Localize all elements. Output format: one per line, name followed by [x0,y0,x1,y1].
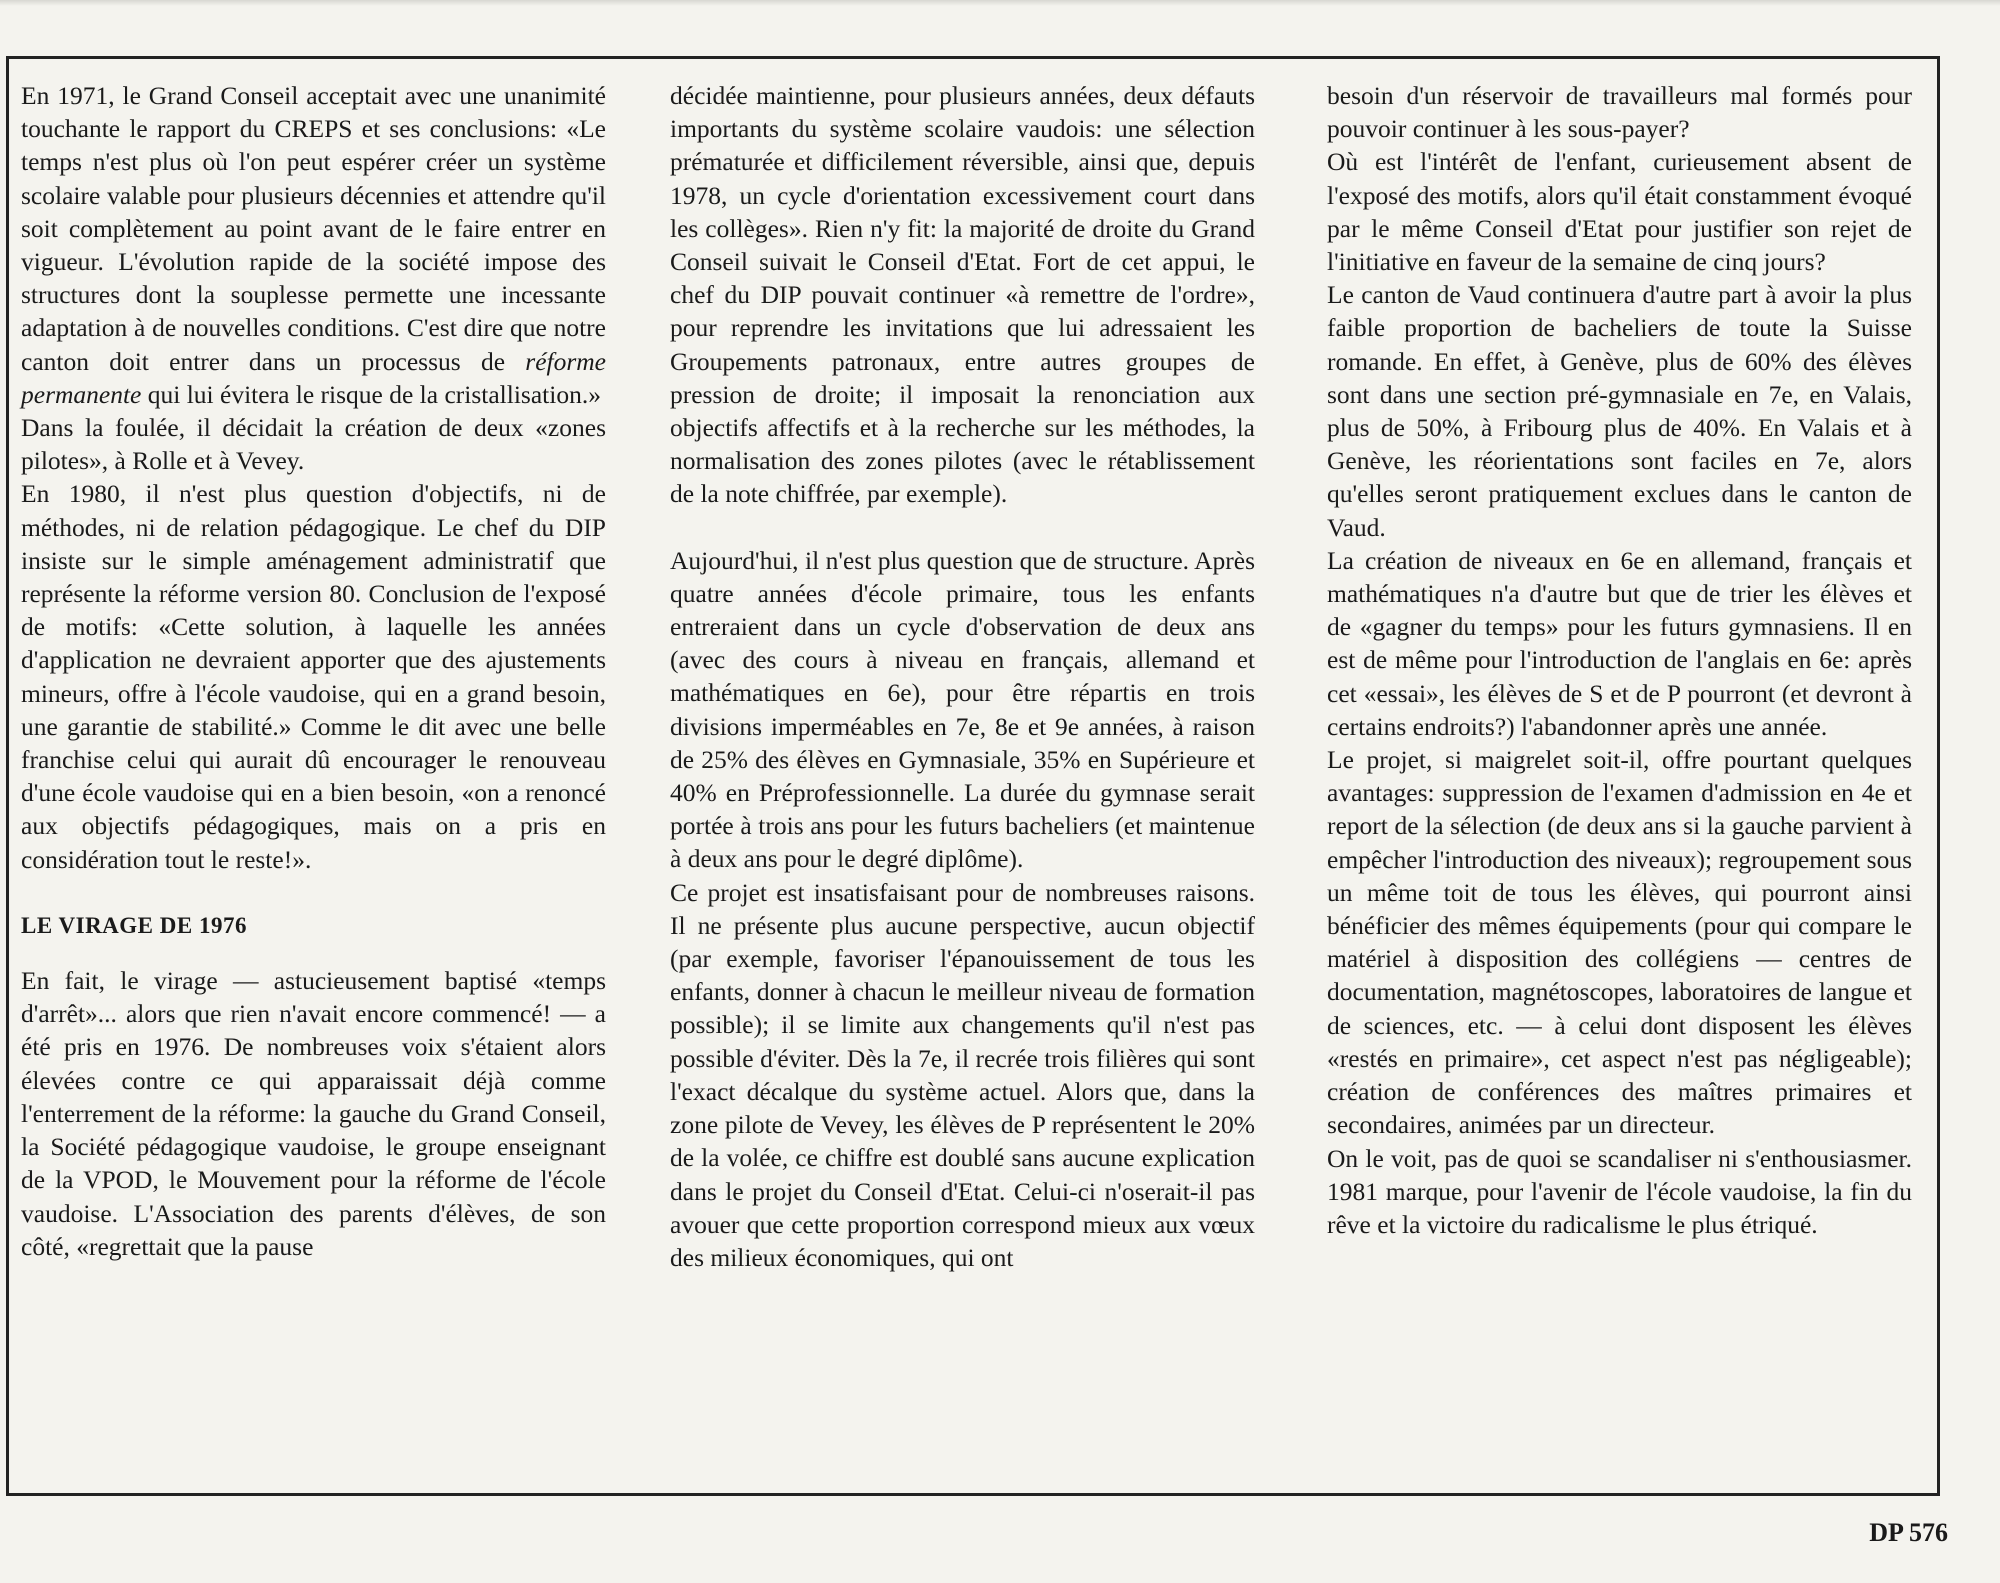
text-run: qui lui évitera le risque de la cristallisation.» [141,379,601,409]
paragraph: Dans la foulée, il décidait la création de deux «zones pilotes», à Rolle et à Vevey. [21,413,606,476]
paragraph: Où est l'intérêt de l'enfant, curieusement absent de l'exposé des motifs, alors qu'il était constamment évoqué par le même Conseil d'Etat pour justifier son rejet de l'initiative en faveur de la semaine de cinq jours? [1327,147,1912,277]
paragraph: Aujourd'hui, il n'est plus question que de structure. Après quatre années d'école primaire, tous les enfants entreraient dans un cycle d'observation de deux ans (avec des cours à niveau en français, allemand et mathématiques en 6e), pour être répartis en trois divisions imperméables en 7e, 8e et 9e années, à raison de 25% des élèves en Gymnasiale, 35% en Supérieure et 40% en Préprofessionnelle. La durée du gymnase serait portée à trois ans pour les futurs bacheliers (et maintenue à deux ans pour le degré diplôme). [670,545,1255,874]
paragraph: En fait, le virage — astucieusement baptisé «temps d'arrêt»... alors que rien n'avait encore commencé! — a été pris en 1976. De nombreuses voix s'étaient alors élevées contre ce qui apparaissait déjà comme l'enterrement de la réforme: la gauche du Grand Conseil, la Société pédagogique vaudoise, le groupe enseignant de la VPOD, le Mouvement pour la réforme de l'école vaudoise. L'Association des parents d'élèves, de son côté, «regrettait que la pause [21,966,606,1261]
paragraph: On le voit, pas de quoi se scandaliser ni s'enthousiasmer. 1981 marque, pour l'avenir de l'école vaudoise, la fin du rêve et la victoire du radicalisme le plus étriqué. [1327,1143,1912,1239]
top-edge [0,0,2000,6]
page-number: DP 576 [1869,1518,1948,1547]
paragraph: Ce projet est insatisfaisant pour de nombreuses raisons. Il ne présente plus aucune perspective, aucun objectif (par exemple, favoriser l'épanouissement de tous les enfants, donner à chacun le meilleur niveau de formation possible); il se limite aux changements qu'il n'est pas possible d'éviter. Dès la 7e, il recrée trois filières qui sont l'exact décalque du système actuel. Alors que, dans la zone pilote de Vevey, les élèves de P représentent le 20% de la volée, ce chiffre est doublé sans aucune explication dans le projet du Conseil d'Etat. Celui-ci n'oserait-il pas avouer que cette proportion correspond mieux aux vœux des milieux économiques, qui ont [670,877,1255,1272]
paragraph: La création de niveaux en 6e en allemand, français et mathématiques n'a d'autre but que de trier les élèves et de «gagner du temps» pour les futurs gymnasiens. Il en est de même pour l'introduction de l'anglais en 6e: après cet «essai», les élèves de S et de P pourront (et devront à certains endroits?) l'abandonner après une année. [1327,545,1912,741]
paragraph: Le projet, si maigrelet soit-il, offre pourtant quelques avantages: suppression de l'examen d'admission en 4e et report de la sélection (de deux ans si la gauche parvient à empêcher l'introduction des niveaux); regroupement sous un même toit de tous les élèves, qui pourront ainsi bénéficier des mêmes équipements (pour qui compare le matériel à disposition des collégiens — centres de documentation, magnétoscopes, laboratoires de langue et de sciences, etc. — à celui dont disposent les élèves «restés en primaire», cet aspect n'est pas négligeable); création de conférences des maîtres primaires et secondaires, animées par un directeur. [1327,745,1912,1140]
article-frame [6,56,1940,1496]
emphasis: réforme permanente [21,346,606,409]
paragraph: Le canton de Vaud continuera d'autre part à avoir la plus faible proportion de bacheliers de toute la Suisse romande. En effet, à Genève, plus de 60% des élèves sont dans une section pré-gymnasiale en 7e, en Valais, plus de 50%, à Fribourg plus de 40%. En Valais et à Genève, les réorientations sont faciles en 7e, alors qu'elles seront pratiquement exclues dans le canton de Vaud. [1327,280,1912,542]
paragraph: besoin d'un réservoir de travailleurs mal formés pour pouvoir continuer à les sous-payer? [1327,81,1912,144]
spacer [21,942,606,964]
text-run: En 1971, le Grand Conseil acceptait avec une unanimité touchante le rapport du CREPS et ses conclusions: «Le temps n'est plus où l'on peut espérer créer un système scolaire valable pour plusieurs décennies et attendre qu'il soit complètement au point avant de le faire entrer en vigueur. L'évolution rapide de la société impose des structures dont la souplesse permette une incessante adaptation à de nouvelles conditions. C'est dire que notre canton doit entrer dans un processus de [21,81,606,376]
spacer [21,876,606,909]
paragraph [21,79,606,411]
column-1 [21,79,606,1263]
column-2 [670,79,1255,1274]
paragraph: En 1980, il n'est plus question d'objectifs, ni de méthodes, ni de relation pédagogique. Le chef du DIP insiste sur le simple aménagement administratif que représente la réforme version 80. Conclusion de l'exposé de motifs: «Cette solution, à laquelle les années d'application ne devraient apporter que des ajustements mineurs, offre à l'école vaudoise, qui en a grand besoin, une garantie de stabilité.» Comme le dit avec une belle franchise celui qui aurait dû encourager le renouveau d'une école vaudoise qui en a bien besoin, «on a renoncé aux objectifs pédagogiques, mais on a pris en considération tout le reste!». [21,479,606,874]
paragraph: décidée maintienne, pour plusieurs années, deux défauts importants du système scolaire vaudois: une sélection prématurée et difficilement réversible, ainsi que, depuis 1978, un cycle d'orientation excessivement court dans les collèges». Rien n'y fit: la majorité de droite du Grand Conseil suivait le Conseil d'Etat. Fort de cet appui, le chef du DIP pouvait continuer «à remettre de l'ordre», pour reprendre les invitations que lui adressaient les Groupements patronaux, entre autres groupes de pression de droite; il imposait la renonciation aux objectifs affectifs et à la recherche sur les méthodes, la normalisation des zones pilotes (avec le rétablissement de la note chiffrée, par exemple). [670,81,1255,509]
section-heading: LE VIRAGE DE 1976 [21,912,247,938]
column-3 [1327,79,1912,1241]
spacer [670,511,1255,544]
